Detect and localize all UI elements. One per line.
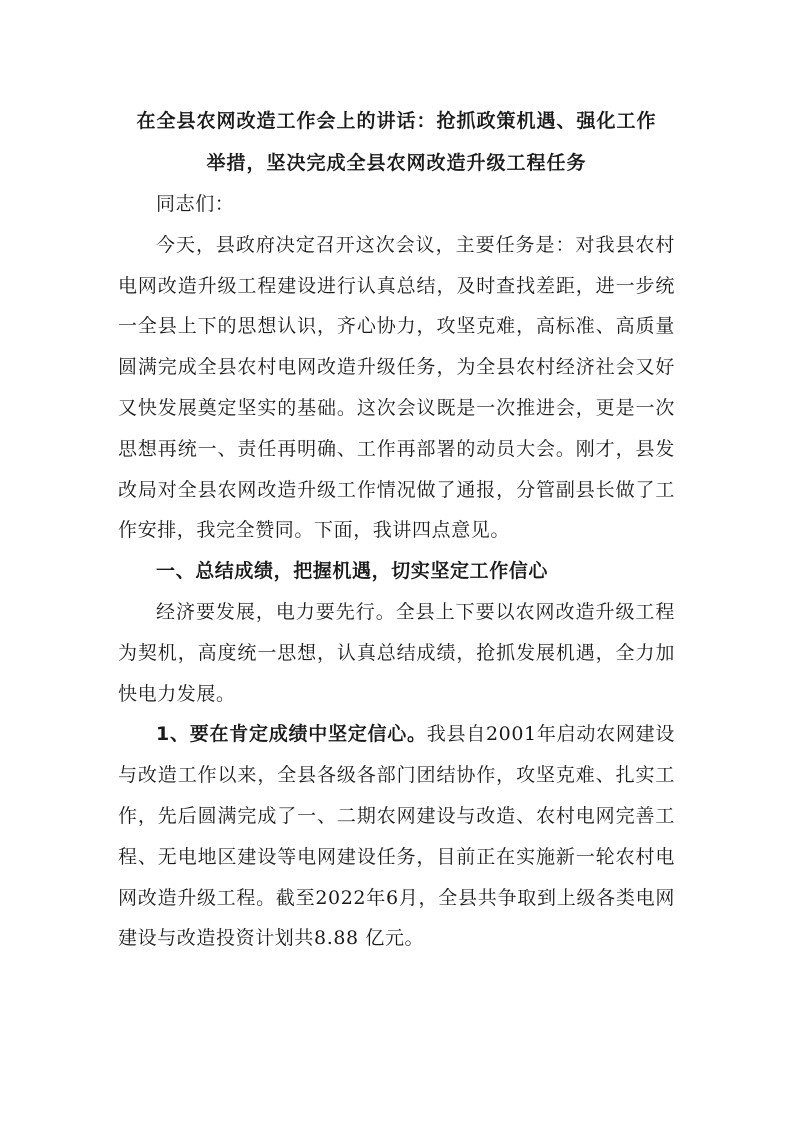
point-1-paragraph	[118, 714, 675, 959]
title-line-2: 举措，坚决完成全县农网改造升级工程任务	[206, 152, 587, 174]
point-1-text: 我县自2001年启动农网建设与改造工作以来，全县各级各部门团结协作，攻坚克难、扎实工作，先后圆满完成了一、二期农网建设与改造、农村电网完善工程、无电地区建设等电网建设任务，目前正在实施新一轮农村电网改造升级工程。截至2022年6月，全县共争取到上级各类电网建设与改造投资计划共8.88 亿元。	[118, 723, 675, 950]
point-1-lead: 1、要在肯定成绩中坚定信心。	[156, 723, 427, 746]
section-1-heading: 一、总结成绩，把握机遇，切实坚定工作信心	[156, 560, 549, 583]
title-line-1: 在全县农网改造工作会上的讲话：抢抓政策机遇、强化工作	[136, 110, 657, 132]
document-body	[118, 184, 675, 959]
intro-paragraph: 今天，县政府决定召开这次会议，主要任务是：对我县农村电网改造升级工程建设进行认真总结，及时查找差距，进一步统一全县上下的思想认识，齐心协力，攻坚克难，高标准、高质量圆满完成全县农村电网改造升级任务，为全县农村经济社会又好又快发展奠定坚实的基础。这次会议既是一次推进会，更是一次思想再统一、责任再明确、工作再部署的动员大会。刚才，县发改局对全县农网改造升级工作情况做了通报，分管副县长做了工作安排，我完全赞同。下面，我讲四点意见。	[118, 233, 675, 542]
section-1-paragraph: 经济要发展，电力要先行。全县上下要以农网改造升级工程为契机，高度统一思想，认真总结成绩，抢抓发展机遇，全力加快电力发展。	[118, 600, 675, 705]
document-title	[100, 100, 693, 184]
salutation: 同志们：	[156, 193, 235, 215]
